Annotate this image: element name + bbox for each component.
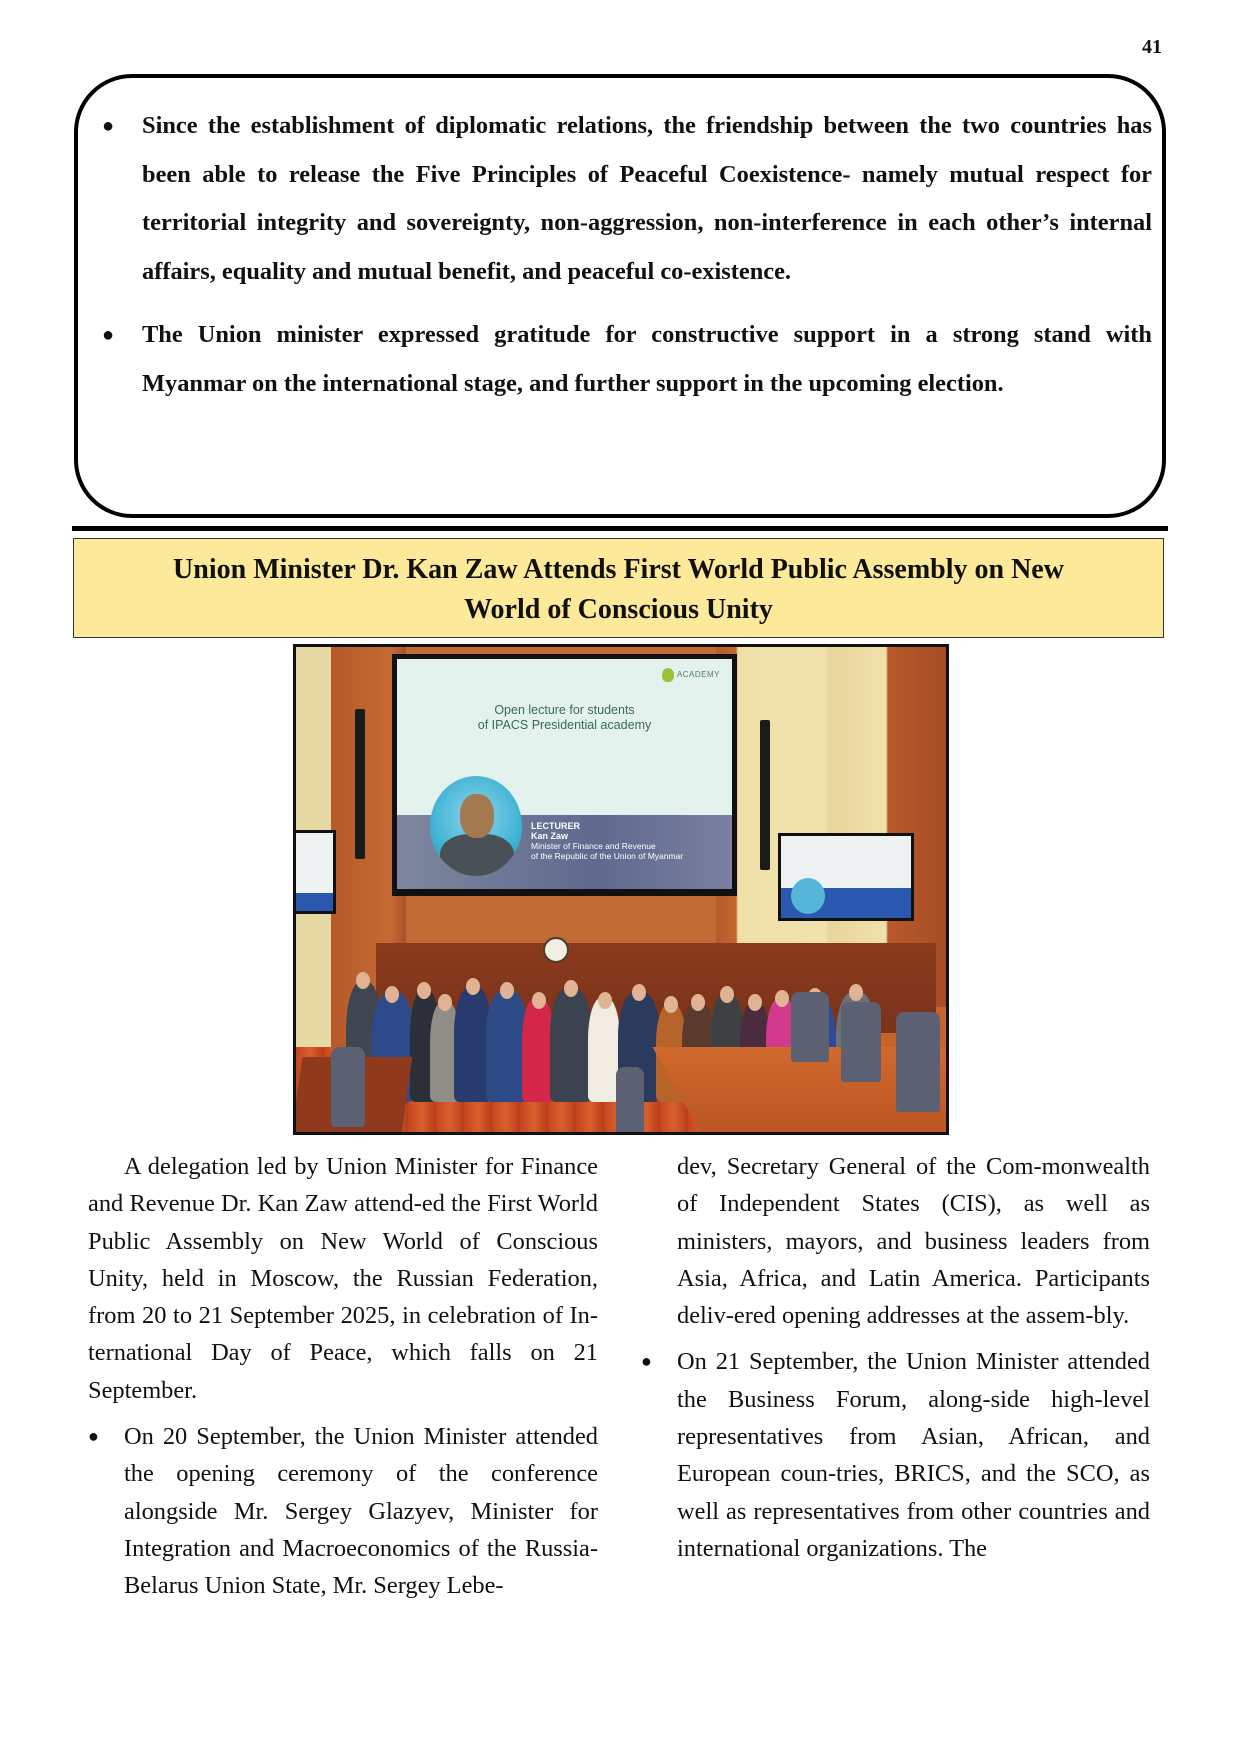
photo-chair [896,1012,940,1112]
article-bullet-text: On 20 September, the Union Minister attended the opening ceremony of the conference alongside Mr. Sergey Glazyev, Minister for Integration and Macroeconomics of the Russia-Belarus Union State, Mr. Sergey Lebe- [124,1423,598,1600]
article-photo [293,644,949,1135]
highlight-bullet-item [102,311,1152,408]
photo-chair [841,1002,881,1082]
article-bullet-text: On 21 September, the Union Minister attended the Business Forum, along-side high-level representatives from Asian, African, and European coun-tries, BRICS, and the SCO, as well as representatives from other countries and international organizations. The [677,1348,1150,1562]
highlight-bullet-text: Since the establishment of diplomatic relations, the friendship between the two countries has been able to release the Five Principles of Peaceful Coexistence- namely mutual respect for territorial integrity and sovereignty, non-aggression, non-interference in each other’s internal affairs, equality and mutual benefit, and peaceful co-existence. [142,112,1152,285]
highlight-box [74,74,1166,518]
bullet-icon: ● [102,115,115,137]
section-divider [72,526,1168,531]
bullet-icon: ● [641,1351,652,1372]
photo-projection-screen [392,654,737,896]
screen-logo: ACADEMY [662,668,720,682]
highlight-bullet-text: The Union minister expressed gratitude for constructive support in a strong stand with Myanmar on the international stage, and further support in the upcoming election. [142,321,1152,397]
highlight-bullet-list [102,102,1152,424]
article-bullet-item [88,1418,598,1604]
lecturer-caption: LECTURER Kan Zaw Minister of Finance and Revenue of the Republic of the Union of Myanmar [531,821,684,861]
photo-speaker [760,720,770,870]
highlight-bullet-item [102,102,1152,296]
photo-chair [331,1047,365,1127]
bullet-icon: ● [102,324,115,347]
bullet-icon: ● [88,1426,99,1447]
academy-logo-icon [662,668,674,682]
article-continued-text: dev, Secretary General of the Com-monwealth of Independent States (CIS), as well as ministers, mayors, and business leaders from Asia, Africa, and Latin America. Participants deliv-ered opening addresses at the assem-bly. [677,1153,1150,1330]
article-title-line: Union Minister Dr. Kan Zaw Attends First World Public Assembly on New [173,554,1064,585]
photo-side-monitor-right [778,833,914,921]
page-number: 41 [1142,36,1162,58]
photo-speaker [355,709,365,859]
screen-title: Open lecture for students of IPACS Presidential academy [477,703,652,732]
article-title-line: World of Conscious Unity [464,594,773,625]
article-bullet-list [88,1418,598,1604]
photo-side-monitor-left [293,830,336,914]
lecturer-portrait [430,776,522,876]
article-column-left [88,1148,598,1605]
article-column-right [641,1148,1150,1567]
article-title-box [73,538,1164,638]
photo-chair [791,992,829,1062]
article-bullet-item [641,1343,1150,1567]
article-bullet-list [641,1343,1150,1567]
article-intro-paragraph: A delegation led by Union Minister for Finance and Revenue Dr. Kan Zaw attend-ed the First World Public Assembly on New World of Conscious Unity, held in Moscow, the Russian Federation, from 20 to 21 September 2025, in celebration of In-ternational Day of Peace, which falls on 21 September. [88,1153,598,1404]
photo-chair [616,1067,644,1135]
